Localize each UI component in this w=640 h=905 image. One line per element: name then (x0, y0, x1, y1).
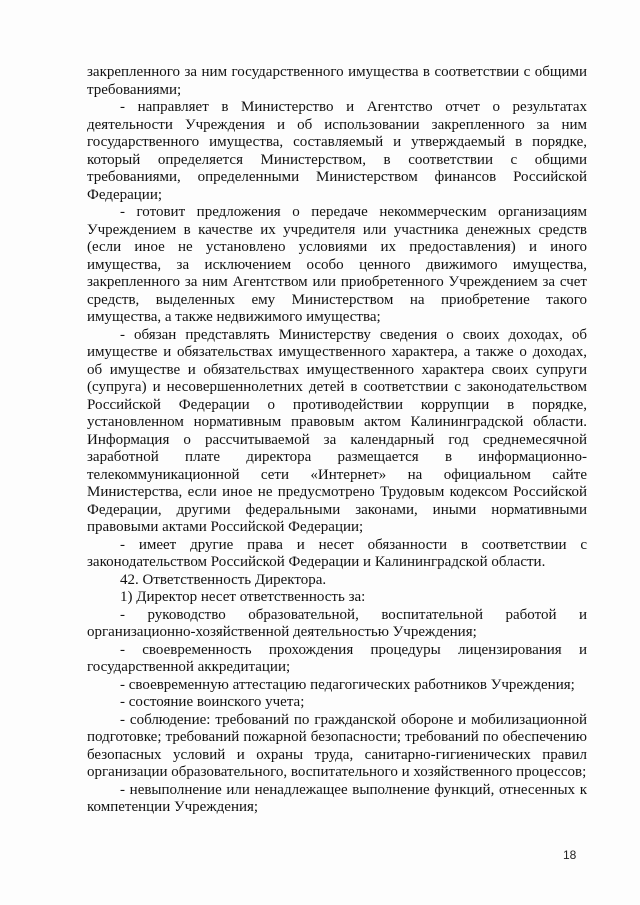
paragraph-6: 1) Директор несет ответственность за: (120, 589, 366, 605)
paragraph-0: закрепленного за ним государственного имущества в соответствии с общими требованиями; (87, 64, 587, 98)
paragraph-4: - имеет другие права и несет обязанности в соответствии с законодательством Российской Федерации и Калининградской области. (87, 536, 587, 570)
paragraph-11: - соблюдение: требований по гражданской обороне и мобилизационной подготовке; требований пожарной безопасности; требований по обеспечению безопасных условий и охраны труда, санитарно-гигиенических правил организации образовательного, воспитательного и хозяйственного процессов; (87, 711, 587, 780)
paragraph-7: - руководство образовательной, воспитательной работой и организационно-хозяйственной деятельностью Учреждения; (87, 606, 587, 640)
document-body (87, 64, 587, 817)
paragraph-12: - невыполнение или ненадлежащее выполнение функций, отнесенных к компетенции Учреждения; (87, 781, 587, 815)
paragraph-10: - состояние воинского учета; (120, 694, 305, 710)
page-number: 18 (563, 848, 577, 862)
paragraph-3: - обязан представлять Министерству сведения о своих доходах, об имуществе и обязательствах имущественного характера, а также о доходах, об имуществе и обязательствах имущественного характера своих супруги (супруга) и несовершеннолетних детей в соответствии с законодательством Российской Федерации о противодействии коррупции в порядке, установленном нормативным правовым актом Калининградской области. Информация о рассчитываемой за календарный год среднемесячной заработной плате директора размещается в информационно-телекоммуникационной сети «Интернет» на официальном сайте Министерства, если иное не предусмотрено Трудовым кодексом Российской Федерации, другими федеральными законами, иными нормативными правовыми актами Российской Федерации; (87, 326, 587, 535)
paragraph-8: - своевременность прохождения процедуры лицензирования и государственной аккредитации; (87, 641, 587, 675)
paragraph-2: - готовит предложения о передаче некоммерческим организациям Учреждением в качестве их учредителя или участника денежных средств (если иное не установлено условиями их предоставления) и иного имущества, за исключением особо ценного движимого имущества, закрепленного за ним Агентством или приобретенного Учреждением за счет средств, выделенных ему Министерством на приобретение такого имущества, а также недвижимого имущества; (87, 204, 587, 325)
paragraph-9: - своевременную аттестацию педагогических работников Учреждения; (120, 676, 575, 693)
paragraph-1: - направляет в Министерство и Агентство отчет о результатах деятельности Учреждения и об использовании закрепленного за ним государственного имущества, составляемый и утверждаемый в порядке, который определяется Министерством, в соответствии с общими требованиями, определенными Министерством финансов Российской Федерации; (87, 99, 587, 203)
section-heading-42: 42. Ответственность Директора. (120, 571, 327, 588)
